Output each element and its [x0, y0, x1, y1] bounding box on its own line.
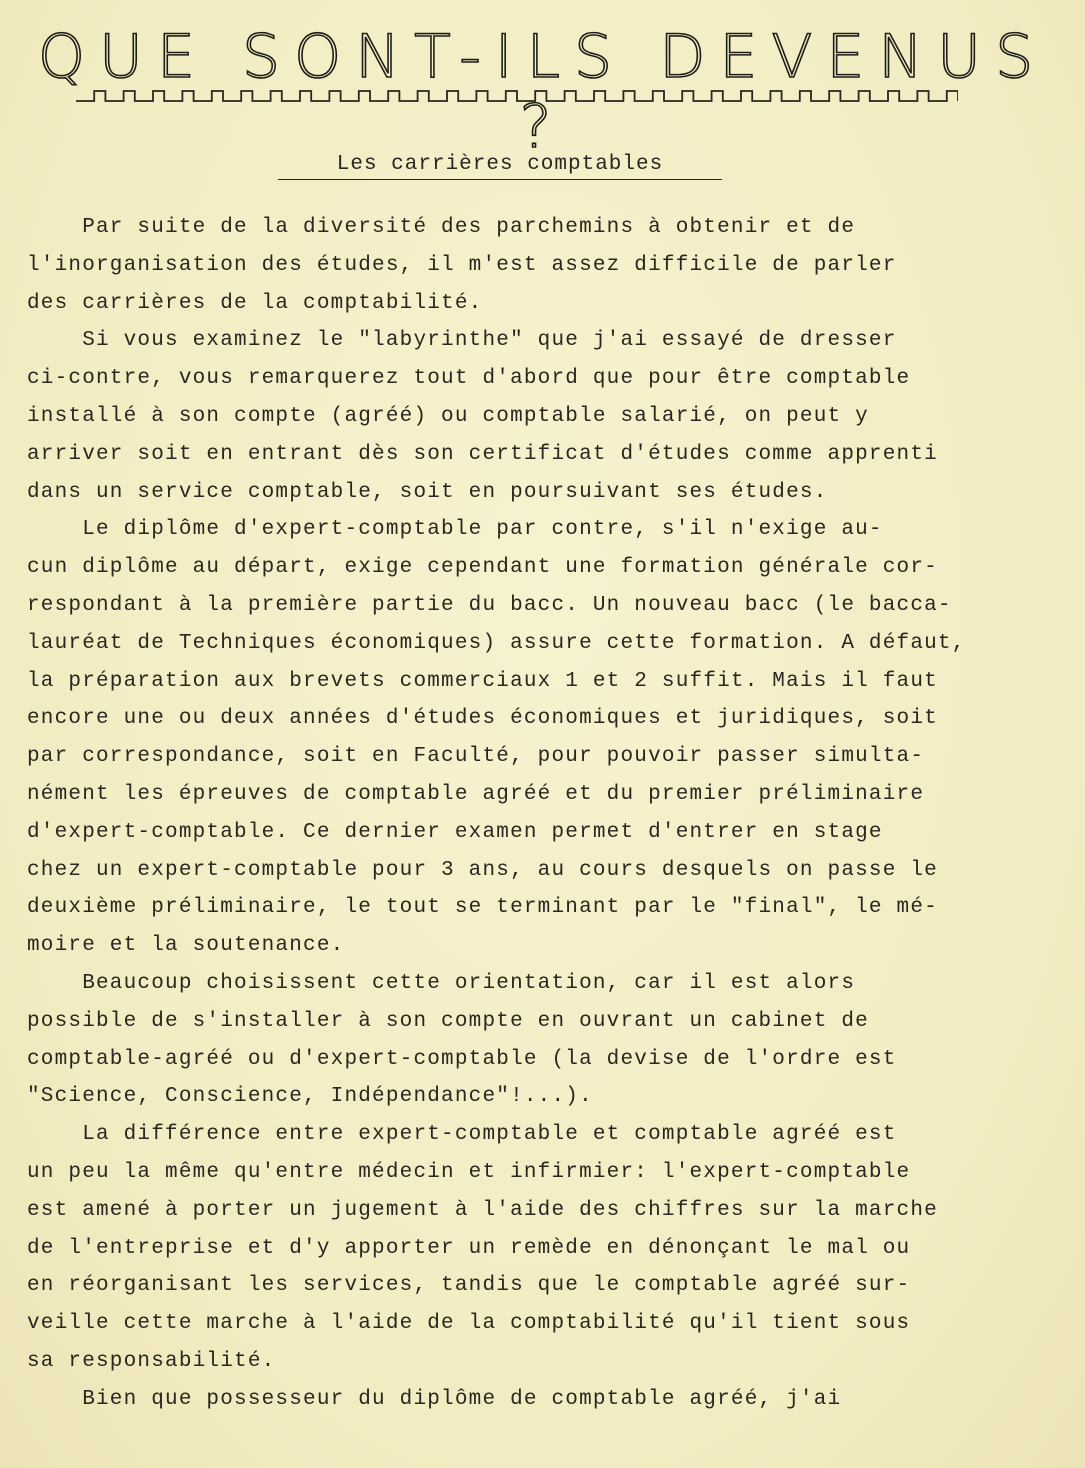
text-line: veille cette marche à l'aide de la comptabilité qu'il tient sous	[27, 1312, 911, 1336]
text-line: Le diplôme d'expert-comptable par contre, s'il n'exige au-	[27, 518, 883, 542]
text-line: dans un service comptable, soit en poursuivant ses études.	[27, 480, 828, 504]
text-line: en réorganisant les services, tandis que le comptable agréé sur-	[27, 1274, 911, 1298]
text-line: installé à son compte (agréé) ou comptable salarié, on peut y	[27, 404, 869, 428]
text-line: "Science, Conscience, Indépendance"!...).	[27, 1085, 593, 1109]
text-line: lauréat de Techniques économiques) assure cette formation. A défaut,	[27, 631, 966, 655]
text-line: la préparation aux brevets commerciaux 1 et 2 suffit. Mais il faut	[27, 669, 938, 693]
article-body	[27, 209, 1037, 1419]
section-title: Les carrières comptables	[278, 152, 722, 180]
masthead-title: QUE SONT-ILS DEVENUS ?	[37, 22, 1048, 162]
text-line: de l'entreprise et d'y apporter un remède en dénonçant le mal ou	[27, 1236, 911, 1260]
text-line: sa responsabilité.	[27, 1349, 276, 1373]
text-line: arriver soit en entrant dès son certificat d'études comme apprenti	[27, 442, 938, 466]
text-line: l'inorganisation des études, il m'est assez difficile de parler	[27, 253, 897, 277]
text-line: chez un expert-comptable pour 3 ans, au cours desquels on passe le	[27, 858, 938, 882]
text-line: un peu la même qu'entre médecin et infirmier: l'expert-comptable	[27, 1160, 911, 1184]
text-line: par correspondance, soit en Faculté, pour pouvoir passer simulta-	[27, 745, 925, 769]
text-line: Bien que possesseur du diplôme de comptable agréé, j'ai	[27, 1387, 842, 1411]
text-line: des carrières de la comptabilité.	[27, 291, 483, 315]
decorative-wave-border	[76, 88, 958, 106]
text-line: encore une ou deux années d'études économiques et juridiques, soit	[27, 707, 938, 731]
text-line: possible de s'installer à son compte en ouvrant un cabinet de	[27, 1009, 869, 1033]
text-line: cun diplôme au départ, exige cependant une formation générale cor-	[27, 556, 938, 580]
text-line: La différence entre expert-comptable et comptable agréé est	[27, 1123, 897, 1147]
text-line: ci-contre, vous remarquerez tout d'abord que pour être comptable	[27, 367, 911, 391]
text-line: moire et la soutenance.	[27, 934, 345, 958]
text-line: deuxième préliminaire, le tout se terminant par le "final", le mé-	[27, 896, 938, 920]
text-line: nément les épreuves de comptable agréé et du premier préliminaire	[27, 782, 925, 806]
text-line: respondant à la première partie du bacc. Un nouveau bacc (le bacca-	[27, 593, 952, 617]
text-line: d'expert-comptable. Ce dernier examen permet d'entrer en stage	[27, 820, 883, 844]
text-line: Beaucoup choisissent cette orientation, car il est alors	[27, 971, 856, 995]
text-line: Si vous examinez le "labyrinthe" que j'ai essayé de dresser	[27, 329, 897, 353]
text-line: est amené à porter un jugement à l'aide des chiffres sur la marche	[27, 1198, 938, 1222]
text-line: Par suite de la diversité des parchemins à obtenir et de	[27, 216, 856, 239]
text-line: comptable-agréé ou d'expert-comptable (la devise de l'ordre est	[27, 1047, 897, 1071]
